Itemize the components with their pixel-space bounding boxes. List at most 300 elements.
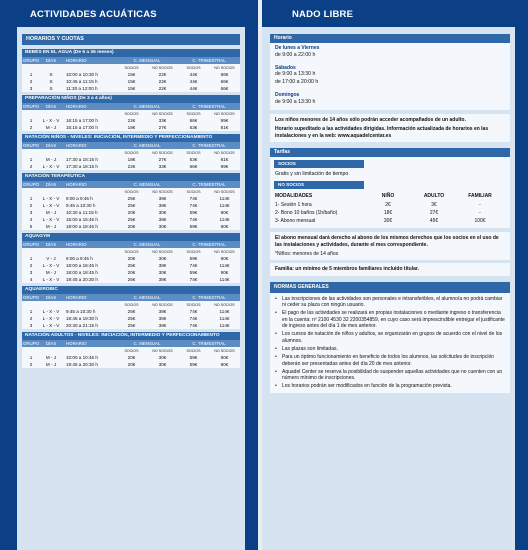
grupo-cell: 3 [29, 270, 33, 275]
table-row [22, 163, 240, 170]
grupo-cell: 5 [29, 224, 33, 229]
header-horario: HORARIO [66, 58, 87, 63]
mensual-socios-cell: 25€ [127, 203, 136, 208]
sunday-label: Domingos [275, 92, 300, 98]
dias-cell: M - J [45, 270, 57, 275]
activity-section [22, 173, 240, 230]
familiar-price: - [479, 210, 481, 217]
mensual-socios-cell: 25€ [127, 263, 136, 268]
sub-socios: SOCIOS [186, 150, 201, 155]
trimestral-no-socios-cell: 114€ [219, 316, 230, 321]
trimestral-no-socios-cell: 99€ [220, 164, 229, 169]
mensual-socios-cell: 18€ [127, 157, 136, 162]
trimestral-no-socios-cell: 66€ [220, 86, 229, 91]
sub-no-socios: NO SOCIOS [214, 348, 235, 353]
right-column [270, 34, 510, 393]
grupo-cell: 1 [29, 256, 33, 261]
modalidad-cell: 3- Abono mensual [275, 218, 316, 225]
header-mensual: C. MENSUAL [133, 182, 161, 187]
section-subheader-row [22, 347, 240, 354]
activity-section [22, 49, 240, 92]
mensual-no-socios-cell: 27€ [158, 157, 167, 162]
weekday-label: De lunes a Viernes [275, 45, 320, 51]
table-row [22, 276, 240, 283]
no-socios-heading: NO SOCIOS [274, 181, 364, 189]
horario-cell: 18:45 a 19:30 h [66, 316, 98, 321]
horario-cell: 17:30 a 18:15 h [66, 157, 98, 162]
children-note: Los niños menores de 14 años sólo podrán acceder acompañados de un adulto. [275, 117, 466, 123]
table-row [22, 255, 240, 262]
mensual-no-socios-cell: 33€ [158, 118, 167, 123]
table-row [22, 308, 240, 315]
trimestral-no-socios-cell: 81€ [220, 125, 229, 130]
header-grupo: GRUPO [22, 242, 40, 247]
trimestral-no-socios-cell: 90€ [220, 362, 229, 367]
mensual-no-socios-cell: 22€ [158, 86, 167, 91]
header-trimestral: C. TRIMESTRAL [192, 182, 226, 187]
sub-socios: SOCIOS [124, 249, 139, 254]
familiar-price: - [479, 202, 481, 209]
sunday-hours: de 9:00 a 13:30 h [275, 99, 316, 105]
sub-no-socios: NO SOCIOS [214, 111, 235, 116]
header-grupo: GRUPO [22, 295, 40, 300]
familiar-price: 100€ [474, 218, 486, 225]
header-trimestral: C. TRIMESTRAL [192, 242, 226, 247]
header-dias: DÍAS [45, 143, 57, 148]
section-title: PREPARACIÓN NIÑOS (De 3 a 4 años) [22, 95, 240, 103]
nino-price: 18€ [383, 210, 393, 217]
trimestral-no-socios-cell: 81€ [220, 157, 229, 162]
dias-cell: L - X - V [42, 263, 60, 268]
trimestral-no-socios-cell: 114€ [219, 217, 230, 222]
mensual-socios-cell: 20€ [127, 256, 136, 261]
mensual-no-socios-cell: 38€ [158, 196, 167, 201]
horario-cell: 18:00 a 18:45 h [66, 224, 98, 229]
mensual-socios-cell: 20€ [127, 224, 136, 229]
section-header-row [22, 294, 240, 301]
header-trimestral: C. TRIMESTRAL [192, 295, 226, 300]
header-dias: DÍAS [45, 182, 57, 187]
header-trimestral: C. TRIMESTRAL [192, 104, 226, 109]
dias-cell: M - J [45, 224, 57, 229]
header-mensual: C. MENSUAL [133, 143, 161, 148]
dias-cell: M - J [45, 210, 57, 215]
normas-list [270, 293, 510, 393]
activity-section [22, 95, 240, 131]
weekday-hours: de 9:00 a 22:00 h [275, 52, 316, 58]
activity-section [22, 332, 240, 368]
sub-socios: SOCIOS [186, 111, 201, 116]
abono-box [270, 232, 510, 260]
familia-note: Familia: un mínimo de 5 miembros familiares incluido titular. [275, 266, 419, 273]
table-row [22, 117, 240, 124]
mensual-socios-cell: 25€ [127, 196, 136, 201]
sub-socios: SOCIOS [186, 302, 201, 307]
dias-cell: M - J [45, 125, 57, 130]
header-grupo: GRUPO [22, 104, 40, 109]
mensual-no-socios-cell: 30€ [158, 256, 167, 261]
horarios-heading: HORARIOS Y CUOTAS [22, 34, 240, 45]
left-blue-stripe [0, 27, 17, 550]
mensual-no-socios-cell: 38€ [158, 203, 167, 208]
dias-cell: L - X - V [42, 118, 60, 123]
left-column [22, 34, 240, 371]
trimestral-socios-cell: 66€ [189, 164, 198, 169]
socios-text: Gratis y sin limitación de tiempo. [275, 171, 350, 178]
sub-socios: SOCIOS [186, 65, 201, 70]
horario-cell: 9:00 a 9:45 h [66, 196, 93, 201]
horario-cell: 19:45 a 20:30 h [66, 277, 98, 282]
adulto-price: 27€ [429, 210, 439, 217]
mensual-socios-cell: 20€ [127, 355, 136, 360]
trimestral-socios-cell: 74€ [189, 263, 198, 268]
grupo-cell: 1 [29, 309, 33, 314]
horario-cell: 10:45 a 11:15 h [66, 79, 98, 84]
trimestral-socios-cell: 66€ [189, 118, 198, 123]
header-grupo: GRUPO [22, 143, 40, 148]
section-title: NATACIÓN NIÑOS - NIVELES: INICIACIÓN, INTERMEDIO Y PERFECCIONAMIENTO [22, 134, 240, 142]
horario-cell: 16:15 a 17:00 h [66, 125, 98, 130]
section-subheader-row [22, 64, 240, 71]
header-horario: HORARIO [66, 295, 87, 300]
mensual-socios-cell: 18€ [127, 125, 136, 130]
header-dias: DÍAS [45, 58, 57, 63]
sub-socios: SOCIOS [124, 150, 139, 155]
trimestral-no-socios-cell: 90€ [220, 355, 229, 360]
table-row [22, 361, 240, 368]
trimestral-no-socios-cell: 90€ [220, 224, 229, 229]
trimestral-socios-cell: 74€ [189, 203, 198, 208]
trimestral-socios-cell: 74€ [189, 323, 198, 328]
header-mensual: C. MENSUAL [133, 58, 161, 63]
section-header-row [22, 181, 240, 188]
dias-cell: S [49, 86, 53, 91]
mensual-socios-cell: 25€ [127, 323, 136, 328]
trimestral-no-socios-cell: 66€ [220, 72, 229, 77]
horario-cell: 11:30 a 12:00 h [66, 86, 98, 91]
schedule-note: Horario supeditado a las actividades dirigidas. Información actualizada de horarios en las instalaciones y en la web: www.aquadelcentar.es [275, 126, 489, 139]
trimestral-socios-cell: 44€ [189, 72, 198, 77]
norma-item: • Las plazas son limitadas. [270, 345, 510, 353]
trimestral-no-socios-cell: 90€ [220, 256, 229, 261]
section-title: NATACIÓN ADULTOS - NIVELES: INICIACIÓN, INTERMEDIO Y PERFECCIONAMIENTO [22, 332, 240, 340]
sub-socios: SOCIOS [124, 189, 139, 194]
table-row [22, 202, 240, 209]
mensual-socios-cell: 22€ [127, 118, 136, 123]
tarifas-row [270, 201, 510, 209]
sub-socios: SOCIOS [124, 111, 139, 116]
sub-no-socios: NO SOCIOS [152, 348, 173, 353]
horario-cell: 16:15 a 17:00 h [66, 118, 98, 123]
norma-item: • Las inscripciones de las actividades son personales e intransferibles, el alumno/a no podrá cambiar ni ceder su plaza con ningún usuario. [270, 295, 510, 310]
section-subheader-row [22, 248, 240, 255]
header-horario: HORARIO [66, 182, 87, 187]
table-row [22, 354, 240, 361]
sub-no-socios: NO SOCIOS [152, 65, 173, 70]
section-title: AQUAEROBIC [22, 286, 240, 294]
schedule-box [270, 43, 510, 110]
header-dias: DÍAS [45, 341, 57, 346]
adulto-price: 3€ [431, 202, 437, 209]
left-panel [0, 0, 258, 550]
saturday-hours-morning: de 9:00 a 13:30 h [275, 71, 316, 77]
mensual-socios-cell: 25€ [127, 316, 136, 321]
sub-no-socios: NO SOCIOS [152, 150, 173, 155]
trimestral-socios-cell: 74€ [189, 309, 198, 314]
normas-heading: NORMAS GENERALES [270, 282, 510, 293]
grupo-cell: 2 [29, 316, 33, 321]
familia-box [270, 263, 510, 275]
trimestral-socios-cell: 59€ [189, 256, 198, 261]
header-grupo: GRUPO [22, 182, 40, 187]
header-dias: DÍAS [45, 104, 57, 109]
right-edge-stripe [515, 27, 528, 550]
tarifas-heading: Tarifas [270, 148, 510, 157]
horario-cell: 18:00 a 18:45 h [66, 270, 98, 275]
adulto-price: 45€ [429, 218, 439, 225]
dias-cell: L - X - V [42, 217, 60, 222]
section-header-row [22, 241, 240, 248]
section-title: AQUAGYM [22, 233, 240, 241]
section-header-row [22, 142, 240, 149]
mensual-no-socios-cell: 38€ [158, 309, 167, 314]
trimestral-no-socios-cell: 90€ [220, 210, 229, 215]
dias-cell: L - X - V [42, 277, 60, 282]
sub-socios: SOCIOS [186, 348, 201, 353]
table-row [22, 71, 240, 78]
mensual-socios-cell: 15€ [127, 72, 136, 77]
mensual-socios-cell: 20€ [127, 362, 136, 367]
mensual-no-socios-cell: 30€ [158, 210, 167, 215]
horario-heading: Horario [270, 34, 510, 43]
tarifas-row [270, 209, 510, 217]
sub-no-socios: NO SOCIOS [214, 150, 235, 155]
section-header-row [22, 57, 240, 64]
abono-note: El abono mensual dará derecho al abono de los mismos derechos que los socios en el uso de las instalaciones y actividades, durante el mes correspondiente. [275, 235, 499, 248]
activity-section [22, 233, 240, 283]
horario-cell: 10:30 a 11:15 h [66, 210, 98, 215]
grupo-cell: 2 [29, 362, 33, 367]
mensual-no-socios-cell: 22€ [158, 79, 167, 84]
trimestral-no-socios-cell: 114€ [219, 263, 230, 268]
mensual-no-socios-cell: 30€ [158, 355, 167, 360]
trimestral-no-socios-cell: 114€ [219, 323, 230, 328]
trimestral-no-socios-cell: 114€ [219, 196, 230, 201]
header-horario: HORARIO [66, 341, 87, 346]
mensual-socios-cell: 25€ [127, 277, 136, 282]
trimestral-no-socios-cell: 66€ [220, 79, 229, 84]
grupo-cell: 1 [29, 355, 33, 360]
notes-box [270, 114, 510, 142]
modalidad-cell: 2- Bono 10 baños (1h/baño) [275, 210, 338, 217]
tarifas-box [270, 157, 510, 228]
saturday-hours-evening: de 17:00 a 20:00 h [275, 79, 319, 85]
mensual-no-socios-cell: 38€ [158, 316, 167, 321]
header-modalidades: MODALIDADES [275, 193, 313, 200]
header-trimestral: C. TRIMESTRAL [192, 143, 226, 148]
socios-heading: SOCIOS [274, 160, 364, 168]
header-horario: HORARIO [66, 104, 87, 109]
horario-cell: 10:00 a 10:30 h [66, 72, 98, 77]
mensual-socios-cell: 22€ [127, 164, 136, 169]
right-panel [262, 0, 528, 550]
header-mensual: C. MENSUAL [133, 104, 161, 109]
norma-item: • Aquadel Center se reserva la posibilidad de suspender aquellas actividades que no cuenten con un número mínimo de inscripciones. [270, 368, 510, 383]
sub-no-socios: NO SOCIOS [152, 189, 173, 194]
section-subheader-row [22, 188, 240, 195]
tarifas-row [270, 217, 510, 225]
norma-item: • El pago de las actividades se realizará en propias instalaciones o mediante ingreso o transferencia en la cuenta: nº 2100 4530 32 2200354859, en cuyo caso será imprescindible entregar el justificante de ingreso antes del día 1 de mes anterior. [270, 309, 510, 330]
horario-cell: 17:30 a 18:15 h [66, 164, 98, 169]
mensual-no-socios-cell: 38€ [158, 277, 167, 282]
header-grupo: GRUPO [22, 341, 40, 346]
sub-socios: SOCIOS [186, 189, 201, 194]
mensual-socios-cell: 25€ [127, 217, 136, 222]
norma-item: • Los horarios podrán ser modificados en función de la programación prevista. [270, 382, 510, 390]
table-row [22, 315, 240, 322]
dias-cell: S [49, 72, 53, 77]
dias-cell: S [49, 79, 53, 84]
trimestral-no-socios-cell: 99€ [220, 118, 229, 123]
dias-cell: L - X - V [42, 196, 60, 201]
grupo-cell: 2 [29, 203, 33, 208]
dias-cell: L - X - V [42, 309, 60, 314]
right-blue-stripe [245, 27, 258, 550]
horario-cell: 10:00 a 10:45 h [66, 355, 98, 360]
grupo-cell: 1 [29, 196, 33, 201]
dias-cell: M - J [45, 362, 57, 367]
norma-item: • Para un óptimo funcionamiento en beneficio de todos los alumnos, las solicitudes de inscripción deberán ser presentadas antes del día 20 de mes anterior. [270, 353, 510, 368]
section-header-row [22, 340, 240, 347]
activity-section [22, 286, 240, 329]
sub-no-socios: NO SOCIOS [152, 302, 173, 307]
mensual-no-socios-cell: 30€ [158, 224, 167, 229]
sub-socios: SOCIOS [124, 302, 139, 307]
dias-cell: L - X - V [42, 316, 60, 321]
sub-no-socios: NO SOCIOS [152, 111, 173, 116]
sub-no-socios: NO SOCIOS [214, 302, 235, 307]
abono-note-children: *Niños: menores de 14 años [275, 251, 339, 258]
section-title: BEBÉS EN EL AGUA (De 6 a 36 meses) [22, 49, 240, 57]
trimestral-socios-cell: 59€ [189, 362, 198, 367]
mensual-no-socios-cell: 22€ [158, 72, 167, 77]
horario-cell: 19:45 a 20:30 h [66, 362, 98, 367]
nino-price: 30€ [383, 218, 393, 225]
modalidad-cell: 1- Sesión 1 hora [275, 202, 312, 209]
grupo-cell: 2 [29, 79, 33, 84]
table-row [22, 195, 240, 202]
section-header-row [22, 103, 240, 110]
tarifas-header-row [270, 191, 510, 201]
grupo-cell: 3 [29, 86, 33, 91]
header-horario: HORARIO [66, 143, 87, 148]
table-row [22, 124, 240, 131]
trimestral-socios-cell: 44€ [189, 86, 198, 91]
sub-socios: SOCIOS [124, 65, 139, 70]
section-subheader-row [22, 149, 240, 156]
trimestral-socios-cell: 59€ [189, 224, 198, 229]
mensual-socios-cell: 15€ [127, 86, 136, 91]
trimestral-socios-cell: 74€ [189, 217, 198, 222]
table-row [22, 209, 240, 216]
table-row [22, 262, 240, 269]
header-mensual: C. MENSUAL [133, 242, 161, 247]
header-familiar: FAMILIAR [468, 193, 492, 200]
grupo-cell: 2 [29, 263, 33, 268]
activity-sections [22, 49, 240, 368]
trimestral-socios-cell: 53€ [189, 125, 198, 130]
header-mensual: C. MENSUAL [133, 341, 161, 346]
section-subheader-row [22, 110, 240, 117]
section-title: NATACIÓN TERAPÉUTICA [22, 173, 240, 181]
header-dias: DÍAS [45, 242, 57, 247]
trimestral-no-socios-cell: 114€ [219, 203, 230, 208]
trimestral-socios-cell: 74€ [189, 196, 198, 201]
grupo-cell: 2 [29, 164, 33, 169]
sub-no-socios: NO SOCIOS [152, 249, 173, 254]
table-row [22, 269, 240, 276]
trimestral-socios-cell: 74€ [189, 316, 198, 321]
horario-cell: 9:45 a 10:30 h [66, 203, 96, 208]
mensual-no-socios-cell: 30€ [158, 270, 167, 275]
dias-cell: V - J [46, 256, 56, 261]
header-trimestral: C. TRIMESTRAL [192, 341, 226, 346]
sub-socios: SOCIOS [124, 348, 139, 353]
norma-item: • Los cursos de natación de niños y adultos, se organizarán en grupos de acuerdo con el nivel de los alumnos. [270, 330, 510, 345]
mensual-no-socios-cell: 27€ [158, 125, 167, 130]
table-row [22, 322, 240, 329]
mensual-no-socios-cell: 38€ [158, 323, 167, 328]
grupo-cell: 1 [29, 157, 33, 162]
table-row [22, 223, 240, 230]
mensual-socios-cell: 15€ [127, 79, 136, 84]
mensual-no-socios-cell: 33€ [158, 164, 167, 169]
right-page-title: NADO LIBRE [262, 0, 528, 27]
header-dias: DÍAS [45, 295, 57, 300]
table-row [22, 78, 240, 85]
dias-cell: L - X - V [42, 164, 60, 169]
header-mensual: C. MENSUAL [133, 295, 161, 300]
grupo-cell: 4 [29, 277, 33, 282]
horario-cell: 9:45 a 10:30 h [66, 309, 96, 314]
trimestral-socios-cell: 44€ [189, 79, 198, 84]
sub-no-socios: NO SOCIOS [214, 65, 235, 70]
header-horario: HORARIO [66, 242, 87, 247]
section-subheader-row [22, 301, 240, 308]
dias-cell: L - X - V [42, 203, 60, 208]
trimestral-socios-cell: 53€ [189, 157, 198, 162]
nino-price: 2€ [385, 202, 391, 209]
trimestral-no-socios-cell: 114€ [219, 277, 230, 282]
header-grupo: GRUPO [22, 58, 40, 63]
table-row [22, 216, 240, 223]
mensual-socios-cell: 25€ [127, 309, 136, 314]
mensual-no-socios-cell: 38€ [158, 263, 167, 268]
dias-cell: M - J [45, 355, 57, 360]
horario-cell: 15:00 a 15:45 h [66, 217, 98, 222]
mensual-no-socios-cell: 30€ [158, 362, 167, 367]
trimestral-socios-cell: 74€ [189, 277, 198, 282]
grupo-cell: 3 [29, 323, 33, 328]
grupo-cell: 1 [29, 72, 33, 77]
mensual-no-socios-cell: 38€ [158, 217, 167, 222]
grupo-cell: 3 [29, 210, 33, 215]
mensual-socios-cell: 20€ [127, 270, 136, 275]
header-trimestral: C. TRIMESTRAL [192, 58, 226, 63]
grupo-cell: 2 [29, 125, 33, 130]
trimestral-socios-cell: 59€ [189, 355, 198, 360]
horario-cell: 18:00 a 18:45 h [66, 263, 98, 268]
